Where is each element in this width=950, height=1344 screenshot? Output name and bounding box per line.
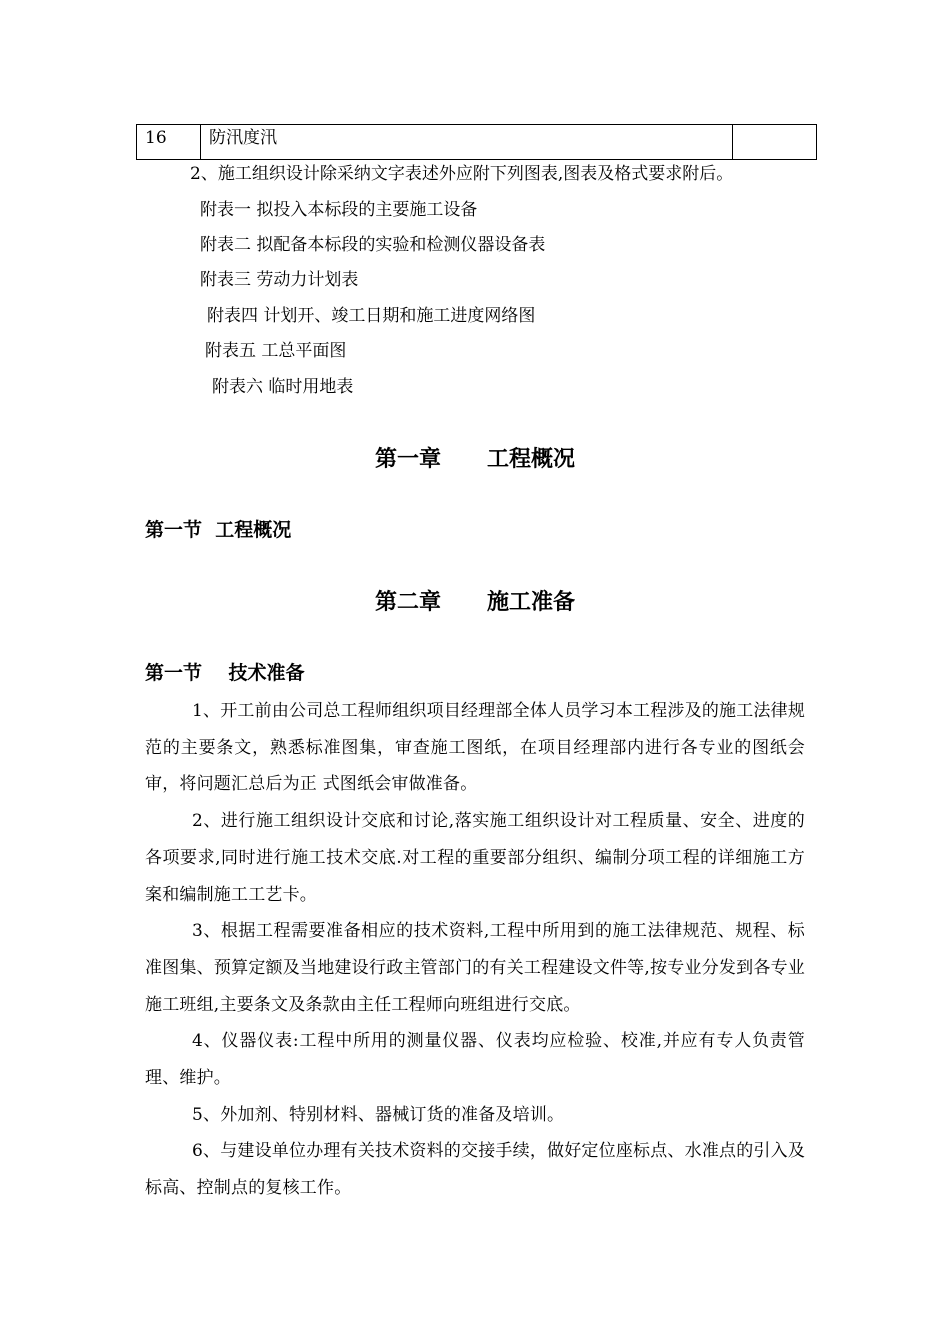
paragraph-1: 1、开工前由公司总工程师组织项目经理部全体人员学习本工程涉及的施工法律规范的主要条文，熟悉标准图集，审查施工图纸，在项目经理部内进行各专业的图纸会审，将问题汇总后为正 式图纸会审做准备。 (145, 701, 806, 795)
appendix-3: 附表三 劳动力计划表 (200, 270, 359, 290)
section-heading-overview: 第一节 工程概况 (145, 519, 292, 541)
section-heading-tech-prep: 第一节 技术准备 (145, 662, 305, 684)
paragraph-6: 6、与建设单位办理有关技术资料的交接手续，做好定位座标点、水准点的引入及标高、控制点的复核工作。 (145, 1141, 806, 1199)
chapter-2-heading: 第二章 施工准备 (375, 589, 575, 615)
paragraph-3: 3、根据工程需要准备相应的技术资料,工程中所用到的施工法律规范、规程、标准图集、预算定额及当地建设行政主管部门的有关工程建设文件等,按专业分发到各专业施工班组,主要条文及条款由主任工程师向班组进行交底。 (145, 921, 805, 1015)
appendix-4: 附表四 计划开、竣工日期和施工进度网络图 (207, 306, 536, 326)
paragraph-4: 4、仪器仪表:工程中所用的测量仪器、仪表均应检验、校准,并应有专人负责管理、维护。 (145, 1031, 805, 1089)
row-extra-cell (733, 125, 817, 160)
intro-line: 2、施工组织设计除采纳文字表述外应附下列图表,图表及格式要求附后。 (190, 164, 734, 184)
appendix-1: 附表一 拟投入本标段的主要施工设备 (200, 200, 478, 220)
paragraph-5: 5、外加剂、特别材料、器械订货的准备及培训。 (192, 1104, 565, 1125)
body-text (145, 693, 805, 1207)
paragraph-2: 2、进行施工组织设计交底和讨论,落实施工组织设计对工程质量、安全、进度的各项要求,同时进行施工技术交底.对工程的重要部分组织、编制分项工程的详细施工方案和编制施工工艺卡。 (145, 811, 805, 905)
appendix-5: 附表五 工总平面图 (205, 341, 347, 361)
row-number-cell: 16 (137, 125, 201, 160)
schedule-table (136, 124, 817, 160)
appendix-6: 附表六 临时用地表 (212, 377, 354, 397)
appendix-2: 附表二 拟配备本标段的实验和检测仪器设备表 (200, 235, 546, 255)
chapter-1-heading: 第一章 工程概况 (375, 446, 575, 472)
row-item-cell: 防汛度汛 (201, 125, 733, 160)
table-row (137, 125, 817, 160)
